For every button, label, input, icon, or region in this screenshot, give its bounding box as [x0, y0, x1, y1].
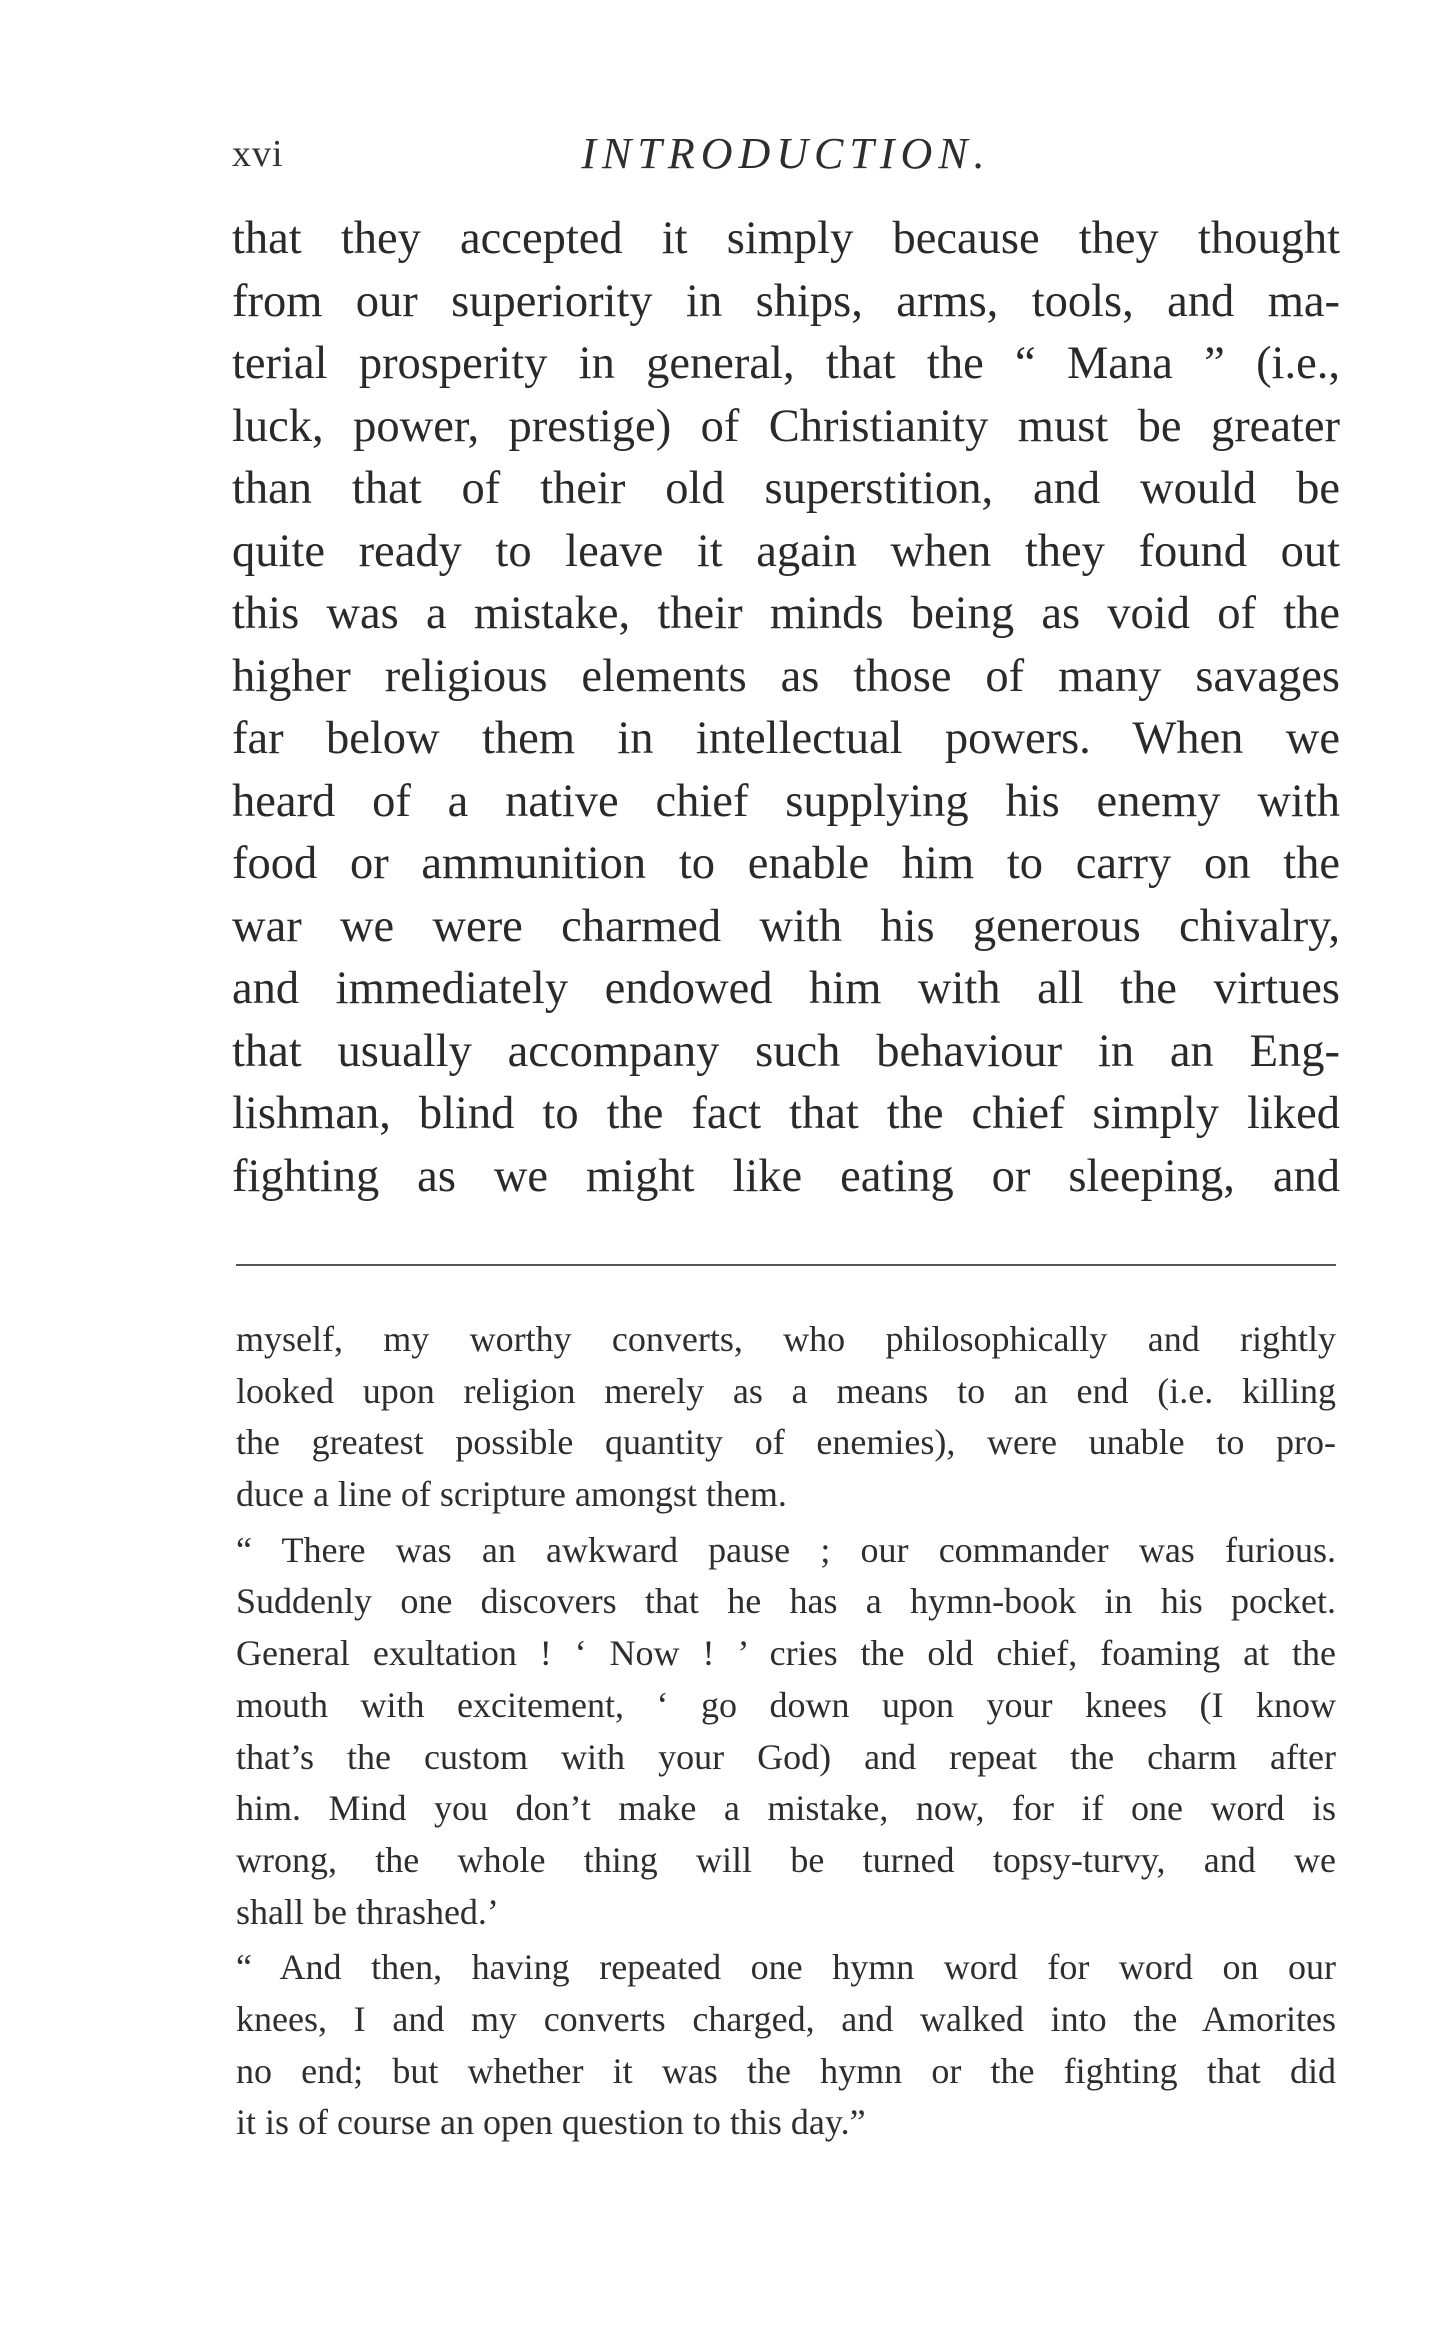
footnote-line: mouth with excitement, ‘ go down upon your knees (I know: [236, 1684, 1336, 1725]
footnote-line: knees, I and my converts charged, and walked into the Amorites: [236, 1998, 1336, 2039]
footnote-line: Suddenly one discovers that he has a hymn-book in his pocket.: [236, 1581, 1336, 1622]
body-line: war we were charmed with his generous chivalry,: [232, 900, 1340, 952]
body-line: from our superiority in ships, arms, tools, and ma-: [232, 275, 1340, 327]
body-line: and immediately endowed him with all the virtues: [232, 963, 1340, 1014]
body-line: quite ready to leave it again when they found out: [232, 525, 1340, 577]
body-line: this was a mistake, their minds being as void of the: [232, 588, 1340, 639]
footnote-line: “ There was an awkward pause ; our commander was furious.: [236, 1529, 1336, 1570]
running-title: INTRODUCTION.: [581, 129, 991, 178]
footnote-line: that’s the custom with your God) and repeat the charm after: [236, 1736, 1336, 1777]
footnote-line: no end; but whether it was the hymn or the fighting that did: [236, 2050, 1336, 2091]
footnote-line: him. Mind you don’t make a mistake, now, for if one word is: [236, 1788, 1336, 1829]
body-line: that they accepted it simply because they thought: [232, 213, 1340, 264]
footnote-line: wrong, the whole thing will be turned topsy-turvy, and we: [236, 1839, 1336, 1880]
body-line: luck, power, prestige) of Christianity must be greater: [232, 400, 1340, 452]
body-line: heard of a native chief supplying his enemy with: [232, 775, 1340, 827]
running-head: [232, 128, 1340, 184]
body-line: lishman, blind to the fact that the chief simply liked: [232, 1088, 1340, 1139]
footnote-line: it is of course an open question to this day.”: [236, 2102, 866, 2143]
body-line: food or ammunition to enable him to carry on the: [232, 838, 1340, 889]
main-text-block: [232, 208, 1340, 1208]
body-line: terial prosperity in general, that the “ Mana ” (i.e.,: [232, 338, 1340, 389]
footnote-line: duce a line of scripture amongst them.: [236, 1474, 787, 1515]
footnote-line: the greatest possible quantity of enemies), were unable to pro-: [236, 1422, 1336, 1463]
body-line: fighting as we might like eating or sleeping, and: [232, 1150, 1340, 1202]
footnote-line: General exultation ! ‘ Now ! ’ cries the old chief, foaming at the: [236, 1633, 1336, 1674]
body-line: higher religious elements as those of many savages: [232, 650, 1340, 702]
body-line: far below them in intellectual powers. When we: [232, 713, 1340, 764]
body-line: that usually accompany such behaviour in an Eng-: [232, 1025, 1340, 1077]
page-number: xvi: [232, 133, 284, 175]
footnote-line: “ And then, having repeated one hymn word for word on our: [236, 1947, 1336, 1988]
footnote-rule: [236, 1264, 1336, 1266]
body-line: than that of their old superstition, and would be: [232, 463, 1340, 514]
footnote-line: myself, my worthy converts, who philosophically and rightly: [236, 1319, 1336, 1359]
footnote-line: looked upon religion merely as a means to an end (i.e. killing: [236, 1370, 1336, 1411]
footnote-block: [236, 1314, 1336, 2149]
footnote-line: shall be thrashed.’: [236, 1891, 499, 1932]
